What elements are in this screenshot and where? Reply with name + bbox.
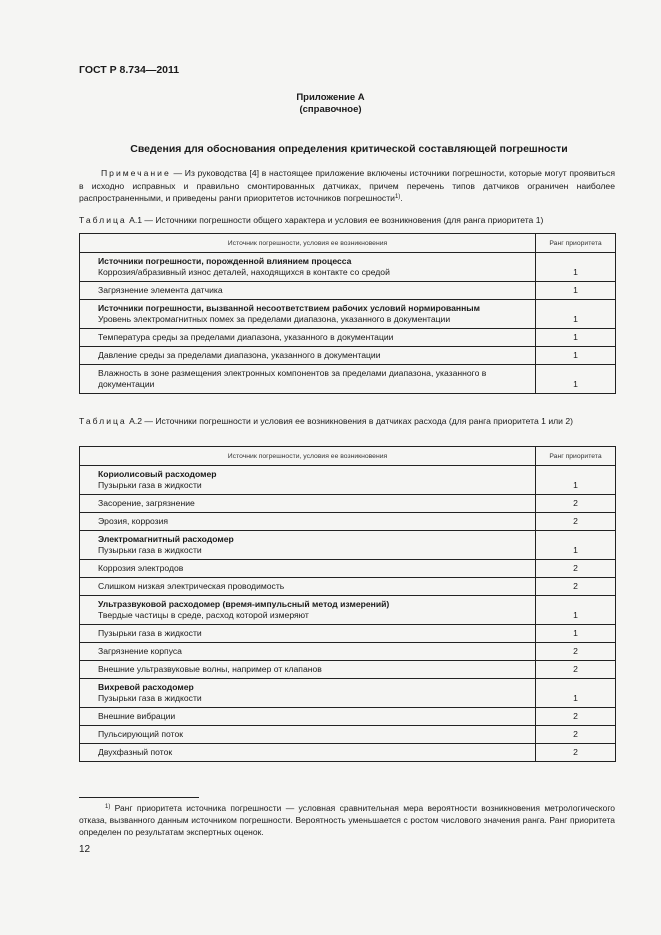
source-text: Внешние вибрации (98, 711, 176, 721)
table1-col-source: Источник погрешности, условия ее возникновения (80, 234, 536, 253)
table-row (80, 466, 616, 495)
rank-cell: 1 (536, 253, 616, 282)
source-cell (80, 513, 536, 531)
footnote-text: Ранг приоритета источника погрешности — условная сравнительная мера вероятности возникновения метрологического отказа, вызванного данным источником погрешности. Вероятность уменьшается с ростом числового значения ранга. Ранг приоритета определен по результатам экспертных оценок. (79, 803, 615, 837)
table2-header-row (80, 447, 616, 466)
table-row (80, 365, 616, 394)
table-row (80, 347, 616, 365)
table-row (80, 596, 616, 625)
table-row (80, 643, 616, 661)
table-row (80, 282, 616, 300)
page-number: 12 (79, 844, 91, 855)
rank-cell: 1 (536, 347, 616, 365)
table1 (79, 233, 616, 394)
source-cell (80, 365, 536, 394)
table1-caption-text: А.1 — Источники погрешности общего характера и условия ее возникновения (для ранга приоритета 1) (126, 215, 544, 225)
table-row (80, 513, 616, 531)
source-cell (80, 708, 536, 726)
source-text: Пузырьки газа в жидкости (98, 693, 202, 703)
note-end: . (400, 193, 403, 203)
source-text: Внешние ультразвуковые волны, например от клапанов (98, 664, 322, 674)
group-heading: Источники погрешности, вызванной несоответствием рабочих условий нормированным (98, 303, 481, 313)
table2 (79, 446, 616, 762)
table-row (80, 560, 616, 578)
rank-cell: 1 (536, 679, 616, 708)
table2-col-rank: Ранг приоритета (536, 447, 616, 466)
source-cell (80, 744, 536, 762)
table-row (80, 495, 616, 513)
source-cell (80, 300, 536, 329)
rank-cell: 2 (536, 513, 616, 531)
rank-cell: 1 (536, 625, 616, 643)
source-cell (80, 495, 536, 513)
table1-caption-label: Таблица (79, 215, 127, 225)
table-row (80, 744, 616, 762)
rank-cell: 2 (536, 744, 616, 762)
source-text: Загрязнение корпуса (98, 646, 182, 656)
group-heading: Ультразвуковой расходомер (время-импульсный метод измерений) (98, 599, 390, 609)
rank-cell: 1 (536, 329, 616, 347)
note-label: Примечание (101, 168, 171, 178)
footnote-divider (79, 797, 199, 798)
rank-cell: 2 (536, 708, 616, 726)
rank-cell: 1 (536, 282, 616, 300)
source-text: Засорение, загрязнение (98, 498, 195, 508)
table-row (80, 625, 616, 643)
source-cell (80, 643, 536, 661)
note-text: — Из руководства [4] в настоящее приложение включены источники погрешности, которые могут проявиться в исходно исправных и правильно смонтированных датчиках, причем перечень типов датчиков ограничен наиболее распространенными, и приведены ранги приоритетов источников погрешности (79, 168, 615, 203)
source-text: Пузырьки газа в жидкости (98, 545, 202, 555)
footnote (79, 802, 615, 838)
table2-caption-label: Таблица (79, 416, 127, 426)
source-cell (80, 282, 536, 300)
rank-cell: 2 (536, 560, 616, 578)
rank-cell: 1 (536, 300, 616, 329)
source-text: Двухфазный поток (98, 747, 173, 757)
rank-cell: 2 (536, 643, 616, 661)
table1-header-row (80, 234, 616, 253)
rank-cell: 1 (536, 466, 616, 495)
table1-caption (79, 215, 619, 227)
source-text: Влажность в зоне размещения электронных компонентов за пределами диапазона, указанного в документации (98, 368, 487, 389)
group-heading: Источники погрешности, порожденной влиянием процесса (98, 256, 352, 266)
source-cell (80, 726, 536, 744)
table-row (80, 661, 616, 679)
rank-cell: 2 (536, 661, 616, 679)
source-cell (80, 466, 536, 495)
table2-caption (79, 416, 619, 428)
note-paragraph (79, 167, 615, 205)
source-cell (80, 661, 536, 679)
table-row (80, 300, 616, 329)
source-cell (80, 596, 536, 625)
table1-col-rank: Ранг приоритета (536, 234, 616, 253)
source-text: Уровень электромагнитных помех за пределами диапазона, указанного в документации (98, 314, 451, 324)
group-heading: Электромагнитный расходомер (98, 534, 234, 544)
footnote-marker: 1) (105, 804, 111, 810)
table-row (80, 679, 616, 708)
section-title: Сведения для обоснования определения критической составляющей погрешности (130, 143, 568, 155)
table-row (80, 531, 616, 560)
source-cell (80, 347, 536, 365)
table2-col-source: Источник погрешности, условия ее возникновения (80, 447, 536, 466)
source-text: Температура среды за пределами диапазона, указанного в документации (98, 332, 394, 342)
rank-cell: 1 (536, 596, 616, 625)
source-cell (80, 625, 536, 643)
source-cell (80, 560, 536, 578)
source-text: Слишком низкая электрическая проводимость (98, 581, 285, 591)
source-cell (80, 679, 536, 708)
table-row (80, 708, 616, 726)
annex-heading (0, 92, 661, 116)
table-row (80, 578, 616, 596)
group-heading: Вихревой расходомер (98, 682, 194, 692)
rank-cell: 2 (536, 578, 616, 596)
source-text: Пузырьки газа в жидкости (98, 480, 202, 490)
annex-title: Приложение А (296, 92, 365, 103)
source-text: Пульсирующий поток (98, 729, 183, 739)
source-cell (80, 253, 536, 282)
rank-cell: 1 (536, 531, 616, 560)
rank-cell: 2 (536, 726, 616, 744)
rank-cell: 2 (536, 495, 616, 513)
annex-subtitle: (справочное) (299, 104, 362, 115)
note-footnote-ref: 1) (394, 194, 401, 200)
source-cell (80, 578, 536, 596)
table-row (80, 726, 616, 744)
source-text: Твердые частицы в среде, расход которой измеряют (98, 610, 309, 620)
source-text: Загрязнение элемента датчика (98, 285, 223, 295)
rank-cell: 1 (536, 365, 616, 394)
table-row (80, 253, 616, 282)
source-cell (80, 329, 536, 347)
source-text: Пузырьки газа в жидкости (98, 628, 202, 638)
table2-caption-text: А.2 — Источники погрешности и условия ее возникновения в датчиках расхода (для ранга приоритета 1 или 2) (126, 416, 573, 426)
group-heading: Кориолисовый расходомер (98, 469, 217, 479)
source-text: Эрозия, коррозия (98, 516, 169, 526)
source-text: Давление среды за пределами диапазона, указанного в документации (98, 350, 381, 360)
document-header: ГОСТ Р 8.734—2011 (79, 64, 180, 76)
source-text: Коррозия электродов (98, 563, 184, 573)
table-row (80, 329, 616, 347)
source-text: Коррозия/абразивный износ деталей, находящихся в контакте со средой (98, 267, 390, 277)
source-cell (80, 531, 536, 560)
